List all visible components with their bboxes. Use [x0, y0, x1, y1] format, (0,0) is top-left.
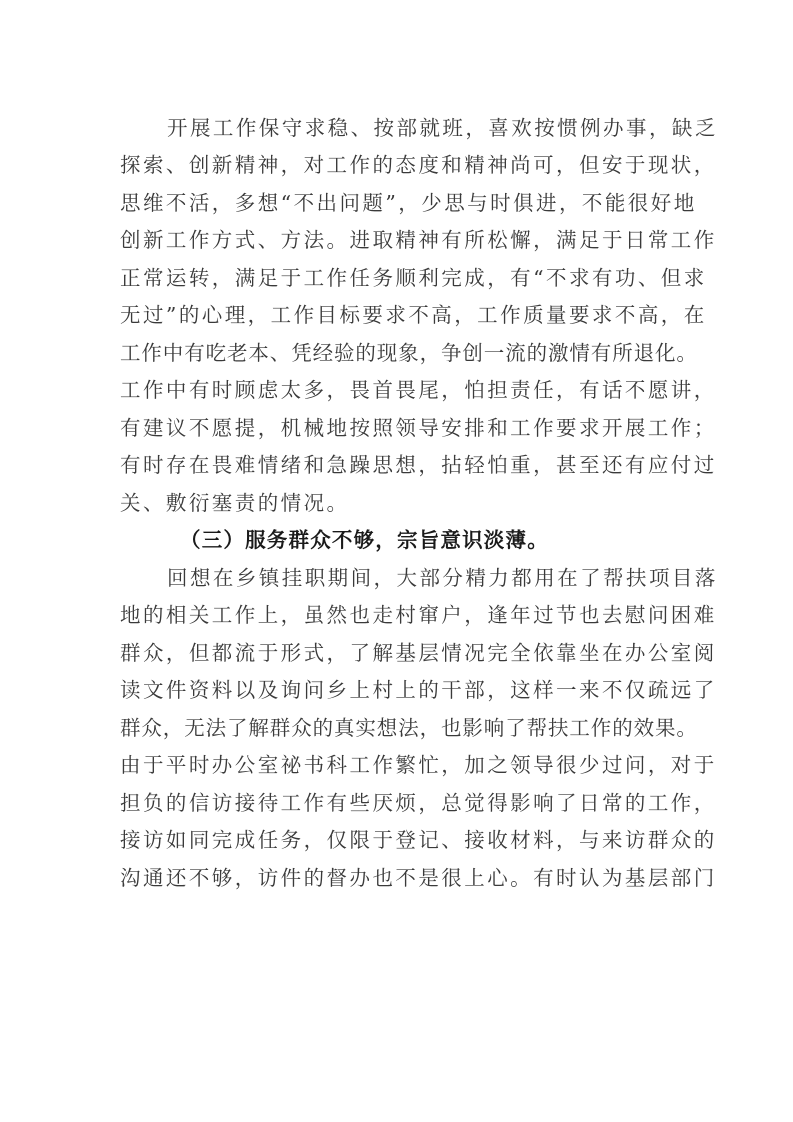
paragraph-2-line-8: 接访如同完成任务，仅限于登记、接收材料，与来访群众的 [120, 828, 717, 852]
paragraph-2-line-4: 读文件资料以及询问乡上村上的干部，这样一来不仅疏远了 [120, 678, 717, 702]
paragraph-2-line-5: 群众，无法了解群众的真实想法，也影响了帮扶工作的效果。 [120, 716, 698, 740]
paragraph-1-line-11: 关、敷衍塞责的情况。 [120, 491, 350, 515]
paragraph-2-line-1: 回想在乡镇挂职期间，大部分精力都用在了帮扶项目落 [167, 566, 718, 590]
paragraph-1-line-7: 工作中有吃老本、凭经验的现象，争创一流的激情有所退化。 [120, 341, 698, 365]
paragraph-2-line-6: 由于平时办公室祕书科工作繁忙，加之领导很少过问，对于 [120, 753, 717, 777]
paragraph-2-line-7: 担负的信访接待工作有些厌烦，总觉得影响了日常的工作， [120, 791, 717, 815]
paragraph-1-line-10: 有时存在畏难情绪和急躁思想，拈轻怕重，甚至还有应付过 [120, 453, 717, 477]
paragraph-2-line-2: 地的相关工作上，虽然也走村窜户，逢年过节也去慰问困难 [120, 603, 717, 627]
paragraph-1-line-5: 正常运转，满足于工作任务顺利完成，有“不求有功、但求 [120, 266, 707, 290]
paragraph-1-line-9: 有建议不愿提，机械地按照领导安排和工作要求开展工作； [120, 416, 717, 440]
paragraph-1-line-3: 思维不活，多想“不出问题”，少思与时俱进，不能很好地 [120, 191, 697, 215]
section-heading: （三）服务群众不够，宗旨意识淡薄。 [180, 528, 549, 552]
paragraph-1-line-4: 创新工作方式、方法。进取精神有所松懈，满足于日常工作 [120, 228, 717, 252]
paragraph-1-line-6: 无过”的心理，工作目标要求不高，工作质量要求不高，在 [120, 303, 707, 327]
paragraph-2-line-3: 群众，但都流于形式，了解基层情况完全依靠坐在办公室阅 [120, 641, 717, 665]
paragraph-2-line-9: 沟通还不够，访件的督办也不是很上心。有时认为基层部门 [120, 866, 717, 890]
paragraph-1-line-8: 工作中有时顾虑太多，畏首畏尾，怕担责任，有话不愿讲， [120, 378, 717, 402]
paragraph-1-line-2: 探索、创新精神，对工作的态度和精神尚可，但安于现状， [120, 153, 717, 177]
paragraph-1-line-1: 开展工作保守求稳、按部就班，喜欢按惯例办事，缺乏 [167, 116, 718, 140]
